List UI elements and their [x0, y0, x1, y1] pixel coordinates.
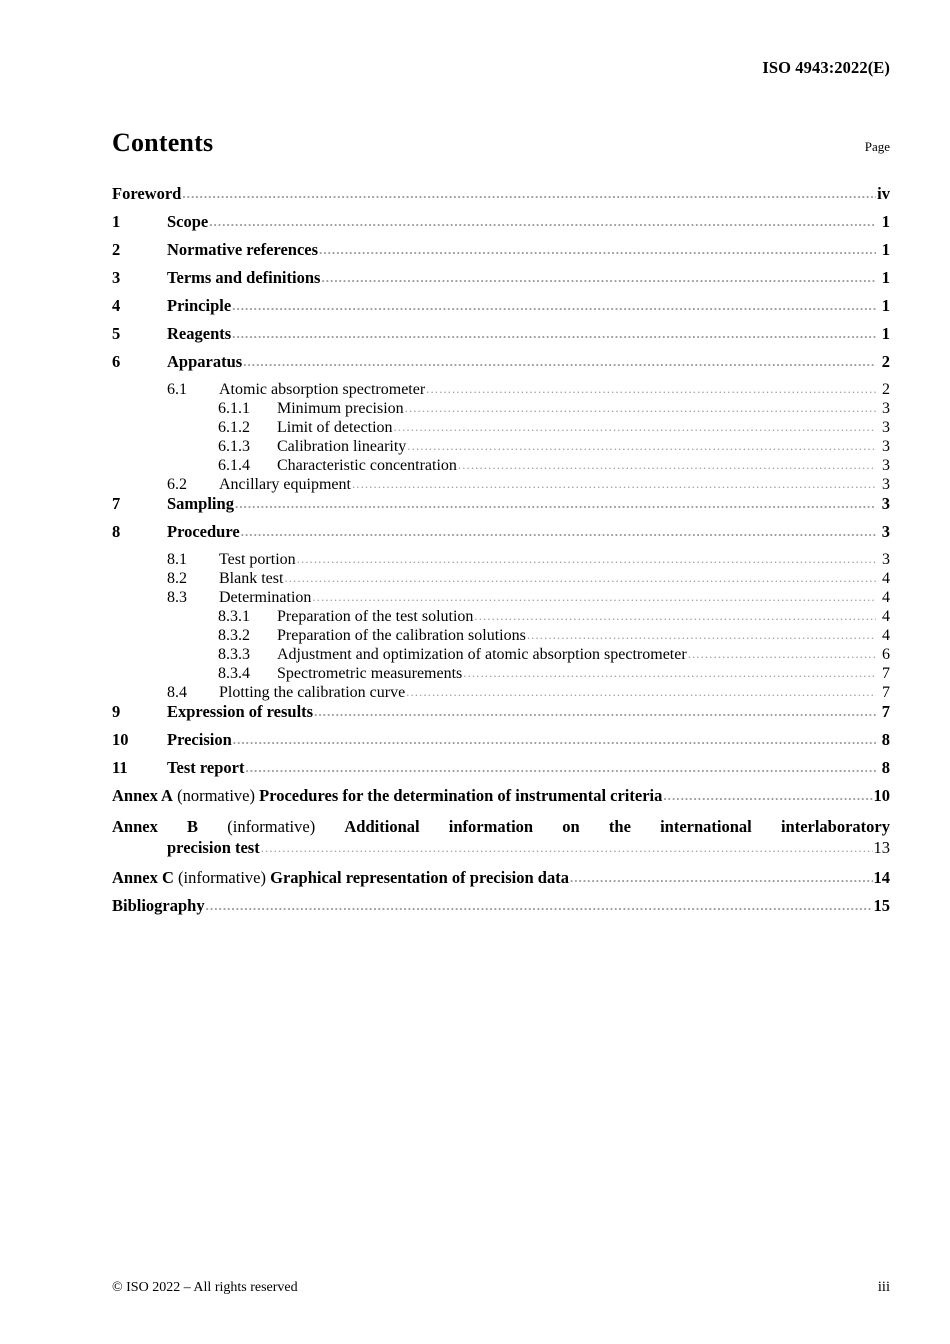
toc-entry-number: 10 — [112, 730, 129, 749]
footer-page-number: iii — [877, 1279, 890, 1295]
toc-entry-label: Precision — [167, 730, 232, 749]
toc-entry-page: 2 — [881, 352, 890, 371]
toc-entry-number: 6.1 — [167, 381, 187, 398]
toc-entry-label: Limit of detection — [277, 419, 393, 436]
annex-b-first-line — [112, 816, 890, 837]
dot-leader — [297, 552, 876, 565]
toc-entry-label: Preparation of the test solution — [277, 608, 474, 625]
dot-leader — [319, 243, 876, 256]
toc-entry-section-3[interactable] — [112, 270, 890, 287]
toc-entry-label: Normative references — [167, 240, 319, 259]
toc-entry-page: 1 — [881, 212, 890, 231]
dot-leader — [458, 458, 876, 471]
toc-entry-number: 6.1.1 — [218, 400, 250, 417]
toc-entry-page: 1 — [881, 268, 890, 287]
toc-entry-page: 1 — [881, 324, 890, 343]
annex-c-kind: (informative) — [178, 867, 266, 887]
annex-b-title-line2: precision test — [167, 838, 260, 858]
page-column-header: Page — [864, 139, 890, 154]
toc-entry-label: Test portion — [219, 551, 296, 568]
dot-leader — [241, 525, 876, 538]
toc-entry-section-8[interactable] — [112, 524, 890, 541]
toc-entry-page: 1 — [881, 296, 890, 315]
toc-entry-number: 8.1 — [167, 551, 187, 568]
toc-entry-label: Calibration linearity — [277, 438, 407, 455]
toc-entry-label: Scope — [167, 212, 209, 231]
toc-entry-number: 11 — [112, 758, 128, 777]
dot-leader — [394, 420, 876, 433]
dot-leader — [321, 271, 876, 284]
toc-entry-label: Adjustment and optimization of atomic absorption spectrometer — [277, 646, 687, 663]
toc-entry-section-8-3-4[interactable] — [112, 666, 890, 682]
toc-entry-bibliography[interactable] — [112, 895, 890, 915]
toc-entry-number: 9 — [112, 702, 121, 721]
toc-entry-number: 3 — [112, 268, 121, 287]
toc-entry-label: Spectrometric measurements — [277, 665, 463, 682]
annex-b-second-line — [112, 837, 890, 858]
toc-entry-label: Terms and definitions — [167, 268, 321, 287]
toc-entry-page: 7 — [882, 665, 890, 682]
annex-b-head: Annex B — [112, 817, 199, 836]
copyright-notice: © ISO 2022 – All rights reserved — [112, 1280, 298, 1295]
dot-leader — [182, 187, 876, 200]
toc-section-list — [112, 214, 890, 777]
toc-entry-section-8-3-1[interactable] — [112, 609, 890, 625]
toc-entry-number: 8.2 — [167, 570, 187, 587]
toc-entry-section-8-3-2[interactable] — [112, 628, 890, 644]
toc-entry-number: 6 — [112, 352, 121, 371]
toc-entry-label: Test report — [167, 758, 245, 777]
toc-entry-number: 8.3.4 — [218, 665, 250, 682]
annex-b-title-line1: Additional information on the international interlaboratory — [344, 817, 890, 836]
toc-entry-label: Plotting the calibration curve — [219, 684, 406, 701]
toc-entry-page: 6 — [882, 646, 890, 663]
toc-entry-label: Ancillary equipment — [219, 476, 351, 493]
toc-entry-page: iv — [877, 184, 890, 203]
toc-entry-section-6-1[interactable] — [112, 382, 890, 398]
toc-entry-page: 15 — [873, 895, 890, 915]
toc-entry-section-7[interactable] — [112, 496, 890, 513]
toc-entry-page: 3 — [882, 438, 890, 455]
toc-entry-page: 4 — [882, 570, 890, 587]
dot-leader — [352, 477, 876, 490]
annex-b-kind: (informative) — [227, 817, 316, 836]
toc-entry-label: Determination — [219, 589, 312, 606]
toc-entry-label: Minimum precision — [277, 400, 404, 417]
dot-leader — [406, 685, 876, 698]
toc-entry-label: Expression of results — [167, 702, 314, 721]
toc-entry-number: 5 — [112, 324, 121, 343]
toc-entry-section-8-1[interactable] — [112, 552, 890, 568]
toc-entry-section-11[interactable] — [112, 760, 890, 777]
toc-entry-number: 8 — [112, 522, 121, 541]
toc-entry-page: 2 — [882, 381, 890, 398]
document-header-standard-ref: ISO 4943:2022(E) — [762, 58, 890, 77]
toc-entry-section-6[interactable] — [112, 354, 890, 371]
dot-leader — [426, 382, 876, 395]
toc-entry-section-6-1-2[interactable] — [112, 420, 890, 436]
toc-entry-section-8-2[interactable] — [112, 571, 890, 587]
dot-leader — [463, 666, 876, 679]
toc-entry-section-9[interactable] — [112, 704, 890, 721]
toc-entry-label: Preparation of the calibration solutions — [277, 627, 526, 644]
toc-entry-number: 7 — [112, 494, 121, 513]
dot-leader — [243, 355, 876, 368]
annex-a-composite-label — [112, 788, 662, 805]
annex-c-head: Annex C — [112, 867, 174, 887]
dot-leader — [233, 733, 876, 746]
dot-leader — [407, 439, 876, 452]
page-title: Contents — [112, 128, 214, 157]
annex-a-title: Procedures for the determination of instrumental criteria — [259, 786, 663, 805]
document-footer — [112, 1279, 890, 1296]
dot-leader — [405, 401, 876, 414]
dot-leader — [688, 647, 876, 660]
dot-leader — [261, 840, 873, 857]
toc-entry-section-10[interactable] — [112, 732, 890, 749]
toc-entry-number: 8.3.1 — [218, 608, 250, 625]
toc-entry-label: Principle — [167, 296, 232, 315]
toc-entry-section-8-3-3[interactable] — [112, 647, 890, 663]
toc-entry-number: 6.1.2 — [218, 419, 250, 436]
toc-entry-label: Characteristic concentration — [277, 457, 457, 474]
dot-leader — [312, 590, 876, 603]
annex-a-kind: (normative) — [177, 786, 255, 805]
toc-entry-page: 3 — [882, 400, 890, 417]
toc-entry-page: 3 — [882, 551, 890, 568]
toc-entry-page: 13 — [873, 838, 890, 858]
toc-entry-page: 1 — [881, 240, 890, 259]
toc-entry-section-4[interactable] — [112, 298, 890, 315]
dot-leader — [570, 871, 873, 884]
toc-entry-number: 4 — [112, 296, 121, 315]
contents-title-row — [112, 128, 890, 158]
toc-entry-annex-a[interactable] — [112, 788, 890, 805]
toc-entry-number: 8.3.3 — [218, 646, 250, 663]
toc-entry-label: Reagents — [167, 324, 232, 343]
dot-leader — [232, 299, 876, 312]
annex-c-composite-label — [112, 867, 569, 887]
toc-entry-page: 10 — [873, 786, 890, 805]
dot-leader — [245, 761, 876, 774]
dot-leader — [209, 215, 876, 228]
toc-entry-page: 3 — [881, 494, 890, 513]
toc-entry-number: 2 — [112, 240, 121, 259]
toc-entry-page: 3 — [881, 522, 890, 541]
toc-entry-section-6-2[interactable] — [112, 477, 890, 493]
annex-c-title: Graphical representation of precision data — [270, 867, 569, 887]
toc-entry-number: 8.4 — [167, 684, 187, 701]
toc-entry-page: 3 — [882, 457, 890, 474]
dot-leader — [527, 628, 876, 641]
toc-entry-number: 1 — [112, 212, 121, 231]
dot-leader — [663, 789, 872, 802]
annex-a-head: Annex A — [112, 786, 173, 805]
toc-entry-page: 4 — [882, 608, 890, 625]
toc-entry-number: 6.1.3 — [218, 438, 250, 455]
toc-entry-page: 14 — [873, 867, 890, 887]
dot-leader — [314, 705, 876, 718]
toc-entry-number: 6.1.4 — [218, 457, 250, 474]
toc-entry-label: Apparatus — [167, 352, 243, 371]
toc-entry-section-1[interactable] — [112, 214, 890, 231]
table-of-contents — [112, 186, 890, 926]
toc-entry-page: 7 — [881, 702, 890, 721]
toc-entry-page: 4 — [882, 589, 890, 606]
toc-entry-page: 8 — [881, 730, 890, 749]
toc-entry-label: Sampling — [167, 494, 234, 513]
toc-entry-page: 7 — [882, 684, 890, 701]
dot-leader — [232, 327, 876, 340]
toc-entry-annex-b[interactable] — [112, 816, 890, 858]
toc-entry-page: 3 — [882, 419, 890, 436]
toc-entry-page: 4 — [882, 627, 890, 644]
toc-entry-label: Foreword — [112, 184, 182, 203]
toc-entry-section-6-1-3[interactable] — [112, 439, 890, 455]
dot-leader — [235, 497, 876, 510]
toc-entry-section-8-4[interactable] — [112, 685, 890, 701]
toc-entry-section-2[interactable] — [112, 242, 890, 259]
toc-entry-section-6-1-4[interactable] — [112, 458, 890, 474]
toc-entry-label: Procedure — [167, 522, 240, 541]
toc-entry-number: 8.3 — [167, 589, 187, 606]
toc-entry-label: Atomic absorption spectrometer — [219, 381, 426, 398]
toc-entry-section-8-3[interactable] — [112, 590, 890, 606]
toc-entry-label: Bibliography — [112, 895, 205, 915]
dot-leader — [206, 899, 873, 912]
toc-entry-section-6-1-1[interactable] — [112, 401, 890, 417]
dot-leader — [284, 571, 876, 584]
toc-entry-section-5[interactable] — [112, 326, 890, 343]
toc-entry-foreword[interactable] — [112, 186, 890, 203]
dot-leader — [474, 609, 876, 622]
toc-entry-annex-c[interactable] — [112, 867, 890, 887]
toc-entry-label: Blank test — [219, 570, 284, 587]
toc-entry-page: 3 — [882, 476, 890, 493]
toc-entry-number: 8.3.2 — [218, 627, 250, 644]
toc-entry-page: 8 — [881, 758, 890, 777]
toc-entry-number: 6.2 — [167, 476, 187, 493]
